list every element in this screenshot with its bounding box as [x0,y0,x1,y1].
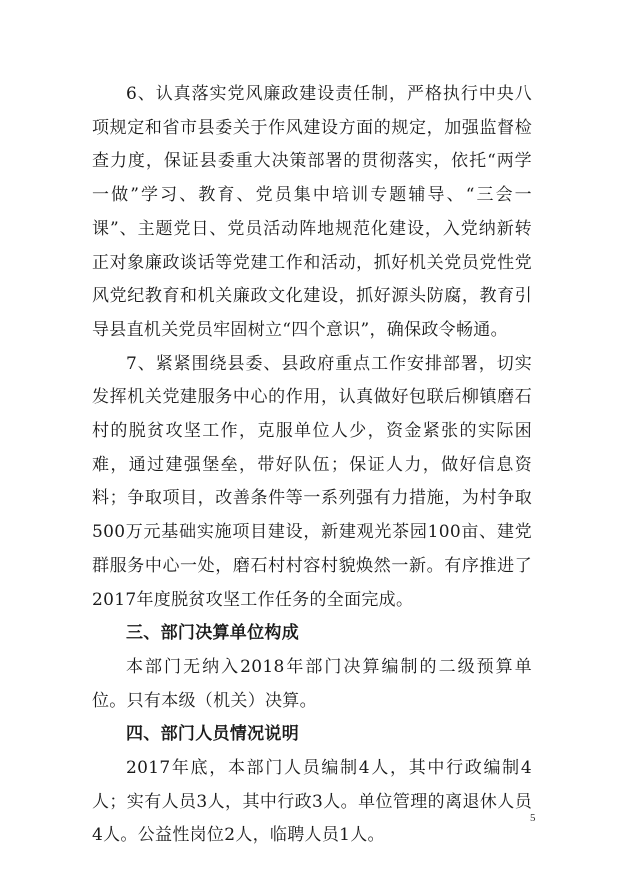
section-heading-3: 三、部门决算单位构成 [126,623,299,644]
paragraph-item-7: 7、紧紧围绕县委、县政府重点工作安排部署，切实发挥机关党建服务中心的作用，认真做好包联后柳镇磨石村的脱贫攻坚工作，克服单位人少，资金紧张的实际困难，通过建强堡垒，带好队伍；保证人力，做好信息资料；争取项目，改善条件等一系列强有力措施，为村争取500万元基础实施项目建设，新建观光茶园100亩、建党群服务中心一处，磨石村村容村貌焕然一新。有序推进了2017年度脱贫攻坚工作任务的全面完成。 [92,353,532,610]
paragraph-item-6: 6、认真落实党风廉政建设责任制，严格执行中央八项规定和省市县委关于作风建设方面的规定，加强监督检查力度，保证县委重大决策部署的贯彻落实，依托“两学一做”学习、教育、党员集中培训专题辅导、“三会一课”、主题党日、党员活动阵地规范化建设，入党纳新转正对象廉政谈话等党建工作和活动，抓好机关党员党性党风党纪教育和机关廉政文化建设，抓好源头防腐，教育引导县直机关党员牢固树立“四个意识”，确保政令畅通。 [92,84,532,340]
document-body [92,78,532,853]
section-body-4: 2017年底，本部门人员编制4人，其中行政编制4人；实有人员3人，其中行政3人。单位管理的离退休人员4人。公益性岗位2人，临聘人员1人。 [92,758,532,846]
page-number: 5 [530,812,536,824]
section-heading-4: 四、部门人员情况说明 [126,724,299,745]
section-body-3: 本部门无纳入2018年部门决算编制的二级预算单位。只有本级（机关）决算。 [92,656,532,711]
